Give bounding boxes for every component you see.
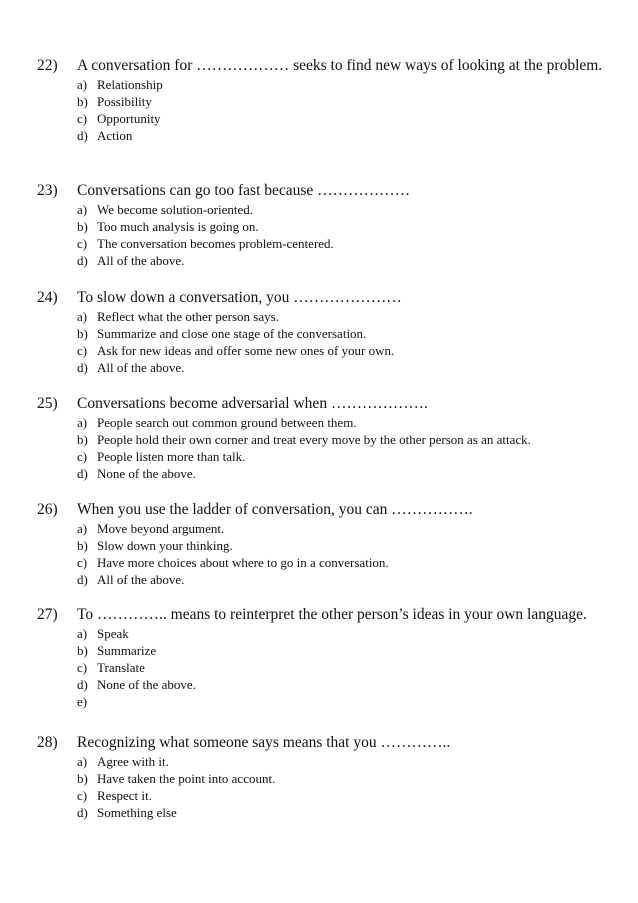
option-text: All of the above.: [97, 253, 185, 268]
option-text: Summarize: [97, 643, 157, 658]
question-stem: [37, 499, 607, 520]
option-text: We become solution-oriented.: [97, 202, 253, 217]
question-text: To slow down a conversation, you …………………: [77, 289, 402, 306]
answer-option-a[interactable]: [77, 753, 607, 770]
answer-option-a[interactable]: [77, 308, 607, 325]
answer-option-b[interactable]: [77, 770, 607, 787]
option-text: The conversation becomes problem-centered.: [97, 236, 334, 251]
option-letter: a): [77, 77, 88, 92]
answer-option-b[interactable]: [77, 218, 607, 235]
option-letter: d): [77, 572, 88, 587]
question-number: 23): [37, 182, 58, 199]
option-letter: a): [77, 309, 88, 324]
question-text: Recognizing what someone says means that you …………..: [77, 734, 451, 751]
option-letter: a): [77, 626, 88, 641]
answer-option-d[interactable]: [77, 676, 607, 693]
question-stem: [37, 732, 607, 753]
question-23: [37, 180, 607, 269]
option-letter: b): [77, 326, 88, 341]
answer-option-d[interactable]: [77, 127, 607, 144]
option-letter: c): [77, 343, 88, 358]
answer-option-a[interactable]: [77, 76, 607, 93]
option-letter: a): [77, 415, 88, 430]
option-letter: b): [77, 432, 88, 447]
option-text: Speak: [97, 626, 129, 641]
question-number: 22): [37, 57, 58, 74]
option-text: Have taken the point into account.: [97, 771, 276, 786]
option-text: Something else: [97, 805, 177, 820]
option-text: Slow down your thinking.: [97, 538, 233, 553]
option-letter: c): [77, 555, 88, 570]
answer-option-d[interactable]: [77, 359, 607, 376]
question-25: [37, 393, 607, 482]
answer-option-c[interactable]: [77, 342, 607, 359]
question-number: 27): [37, 606, 58, 623]
option-letter: c): [77, 111, 88, 126]
answer-option-a[interactable]: [77, 520, 607, 537]
option-text: Summarize and close one stage of the conversation.: [97, 326, 367, 341]
question-text: When you use the ladder of conversation, you can …………….: [77, 501, 473, 518]
answer-options: [37, 76, 607, 144]
answer-option-d[interactable]: [77, 571, 607, 588]
option-letter: d): [77, 253, 88, 268]
option-letter: b): [77, 643, 88, 658]
answer-options: [37, 753, 607, 821]
option-text: Translate: [97, 660, 145, 675]
option-letter: a): [77, 202, 88, 217]
question-22: [37, 55, 607, 144]
option-letter: e): [77, 694, 88, 709]
option-text: Reflect what the other person says.: [97, 309, 279, 324]
answer-option-b[interactable]: [77, 325, 607, 342]
option-text: People search out common ground between them.: [97, 415, 357, 430]
question-stem: [37, 55, 607, 76]
question-number: 24): [37, 289, 58, 306]
question-stem: [37, 604, 607, 625]
option-text: Action: [97, 128, 133, 143]
question-24: [37, 287, 607, 376]
answer-option-c[interactable]: [77, 448, 607, 465]
question-text: A conversation for ……………… seeks to find new ways of looking at the problem.: [77, 57, 603, 74]
question-stem: [37, 180, 607, 201]
option-letter: b): [77, 538, 88, 553]
option-text: Relationship: [97, 77, 163, 92]
answer-option-d[interactable]: [77, 252, 607, 269]
answer-option-c[interactable]: [77, 110, 607, 127]
option-letter: d): [77, 128, 88, 143]
option-letter: b): [77, 94, 88, 109]
question-text: Conversations become adversarial when ……………….: [77, 395, 428, 412]
question-number: 28): [37, 734, 58, 751]
answer-option-a[interactable]: [77, 414, 607, 431]
option-text: All of the above.: [97, 572, 185, 587]
option-letter: b): [77, 771, 88, 786]
answer-options: [37, 625, 607, 710]
option-letter: a): [77, 521, 88, 536]
answer-option-b[interactable]: [77, 93, 607, 110]
option-text: Have more choices about where to go in a conversation.: [97, 555, 389, 570]
option-letter: c): [77, 236, 88, 251]
option-letter: b): [77, 219, 88, 234]
option-letter: a): [77, 754, 88, 769]
option-text: Ask for new ideas and offer some new ones of your own.: [97, 343, 395, 358]
answer-option-c[interactable]: [77, 659, 607, 676]
answer-options: [37, 308, 607, 376]
option-letter: d): [77, 805, 88, 820]
answer-option-b[interactable]: [77, 431, 607, 448]
option-text: Respect it.: [97, 788, 152, 803]
option-text: None of the above.: [97, 677, 196, 692]
option-letter: d): [77, 360, 88, 375]
question-stem: [37, 287, 607, 308]
question-number: 26): [37, 501, 58, 518]
answer-options: [37, 201, 607, 269]
answer-options: [37, 414, 607, 482]
question-stem: [37, 393, 607, 414]
answer-option-c[interactable]: [77, 787, 607, 804]
option-text: People listen more than talk.: [97, 449, 246, 464]
option-letter: d): [77, 677, 88, 692]
option-letter: c): [77, 788, 88, 803]
question-text: To ………….. means to reinterpret the other person’s ideas in your own language.: [77, 606, 587, 623]
question-text: Conversations can go too fast because ………………: [77, 182, 411, 199]
option-letter: c): [77, 660, 88, 675]
option-letter: d): [77, 466, 88, 481]
answer-option-b[interactable]: [77, 642, 607, 659]
answer-options: [37, 520, 607, 588]
answer-option-e[interactable]: [77, 693, 607, 710]
option-text: Move beyond argument.: [97, 521, 225, 536]
answer-option-c[interactable]: [77, 554, 607, 571]
question-26: [37, 499, 607, 588]
option-text: Possibility: [97, 94, 152, 109]
answer-option-a[interactable]: [77, 625, 607, 642]
option-text: People hold their own corner and treat every move by the other person as an attack.: [97, 432, 531, 447]
option-text: Agree with it.: [97, 754, 169, 769]
question-28: [37, 732, 607, 821]
question-27: [37, 604, 607, 710]
answer-option-b[interactable]: [77, 537, 607, 554]
option-text: All of the above.: [97, 360, 185, 375]
answer-option-d[interactable]: [77, 804, 607, 821]
option-letter: c): [77, 449, 88, 464]
option-text: Opportunity: [97, 111, 161, 126]
question-number: 25): [37, 395, 58, 412]
answer-option-d[interactable]: [77, 465, 607, 482]
answer-option-c[interactable]: [77, 235, 607, 252]
option-text: None of the above.: [97, 466, 196, 481]
option-text: Too much analysis is going on.: [97, 219, 259, 234]
answer-option-a[interactable]: [77, 201, 607, 218]
